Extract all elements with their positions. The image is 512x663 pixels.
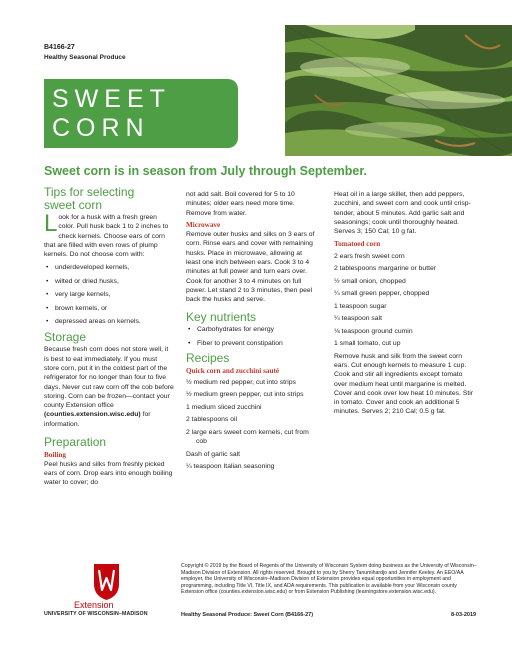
tips-intro (44, 210, 174, 259)
ingredient: 2 ears fresh sweet corn (334, 252, 405, 260)
storage-body-end: for information. (44, 411, 151, 428)
list-item: • underdeveloped kernels, (44, 263, 174, 272)
boiling-heading: Boiling (44, 450, 66, 459)
list-item: • wilted or dried husks, (44, 277, 174, 286)
ingredient: Dash of garlic salt (186, 450, 241, 458)
series-name: Healthy Seasonal Produce (44, 54, 126, 61)
page-title-line-2: CORN (52, 114, 150, 142)
publication-title: Healthy Seasonal Produce: Sweet Corn (B4166-27) (181, 612, 314, 618)
copyright-notice: Copyright © 2019 by the Board of Regents of the University of Wisconsin System doing business as the University of Wisconsin–Madison Division of Extension. All rights reserved. Brought to you by Sherry Tanumihardjo and Jennifer Keeley. An EEO/AA employer, the University of Wisconsin–Madison Division of Extension provides equal opportunities in employment and programming, including Title VI, Title IX, and ADA requirements. This publication is available from your Wisconsin county Extension office (counties.extension.wisc.edu) or from Extension Publishing (learningstore.extension.wisc.edu). (181, 563, 477, 595)
list-item: • Fiber to prevent constipation (186, 339, 316, 348)
county-extension-link[interactable]: (counties.extension.wisc.edu) (44, 411, 141, 419)
boiling-text-continued: not add salt. Boil covered for 5 to 10 minutes; older ears need more time. Remove from water. (186, 191, 295, 217)
boiling-text: Peel husks and silks from freshly picked ears of corn. Drop ears into enough boiling water to cover; do (44, 460, 173, 487)
ingredient: 1 teaspoon sugar (334, 302, 387, 310)
sweet-corn-photo (285, 25, 512, 156)
season-tagline: Sweet corn is in season from July through September. (44, 164, 367, 178)
ingredient: ½ small onion, chopped (334, 277, 406, 285)
recipe-2-title: Tomatoed corn (334, 240, 381, 249)
list-item: • Carbohydrates for energy (186, 325, 316, 334)
university-name: UNIVERSITY OF WISCONSIN–MADISON (44, 611, 148, 617)
recipe-2-directions: Remove husk and silk from the sweet corn ears. Cut enough kernels to measure 1 cup. Cook and stir all ingredients except tomato over medium heat until margarine is melted. Cover and cook over low heat 10 minutes. Stir in tomato. Cover and cook an additional 5 minutes. Serves 2; 210 Cal; 0.5 g fat. (334, 352, 474, 416)
ingredient: 2 tablespoons oil (186, 416, 238, 424)
uw-crest-icon (44, 562, 169, 602)
microwave-text: Remove outer husks and silks on 3 ears of corn. Rinse ears and cover with remaining husks. Place in microwave, allowing at least one inch between ears. Cook 3 to 4 minutes at full power and turn ears over. Cook for another 3 to 4 minutes on full power. Let stand 2 to 3 minutes, then peel back the husks and serve. (186, 231, 315, 304)
document-code: B4166-27 (44, 44, 75, 51)
ingredient: 2 large ears sweet corn kernels, cut from cob (186, 428, 309, 446)
tips-heading (44, 186, 174, 211)
extension-wordmark: Extension (74, 600, 114, 610)
tips-intro-text: ook for a husk with a fresh green color. Pull husk back 1 to 2 inches to check kernels. Choose ears of corn that are filled with even rows of plump kernels. Do not choose corn with: (44, 214, 169, 259)
storage-body: Because fresh corn does not store well, it is best to eat immediately. If you must store corn, put it in the coldest part of the refrigerator for no longer than four to five days. Never cut raw corn off the cob before storing. Corn can be frozen—contact your county Extension office (44, 346, 174, 410)
ingredient: ¼ small green pepper, chopped (334, 290, 430, 298)
publication-date: 8-03-2019 (451, 612, 477, 618)
preparation-heading: Preparation (44, 435, 107, 450)
storage-heading: Storage (44, 329, 87, 344)
ingredient: 1 small tomato, cut up (334, 340, 401, 348)
drop-cap: L (44, 210, 58, 237)
ingredient: ¼ teaspoon Italian seasoning (186, 463, 275, 471)
nutrients-heading: Key nutrients (186, 309, 257, 324)
ingredient: ¼ teaspoon salt (334, 315, 382, 323)
ingredient: 2 tablespoons margarine or butter (334, 265, 437, 273)
list-item: • depressed areas on kernels. (44, 317, 174, 326)
ingredient: ½ medium red pepper, cut into strips (186, 378, 296, 386)
nutrients-list (186, 325, 316, 348)
column-1 (44, 186, 174, 488)
recipes-heading: Recipes (186, 351, 230, 366)
storage-text (44, 345, 174, 429)
page-title-line-1: SWEET (52, 85, 171, 113)
column-2 (186, 190, 316, 475)
recipe-1-title: Quick corn and zucchini sauté (186, 366, 280, 375)
tips-heading-line-2: sweet corn (44, 197, 103, 212)
microwave-heading: Microwave (186, 220, 221, 229)
ingredient: 1 medium sliced zucchini (186, 403, 262, 411)
ingredient: ⅛ teaspoon ground cumin (334, 327, 413, 335)
ingredient: ½ medium green pepper, cut into strips (186, 391, 304, 399)
tips-heading-line-1: Tips for selecting (44, 185, 135, 199)
recipe-1-directions: Heat oil in a large skillet, then add peppers, zucchini, and sweet corn and cook until crisp-tender, about 5 minutes. Add garlic salt and seasonings; cook until thoroughly heated. Serves 3; 150 Cal; 10 g fat. (334, 191, 471, 236)
list-item: • very large kernels, (44, 290, 174, 299)
column-3 (334, 190, 474, 417)
tips-list (44, 263, 174, 326)
list-item: • brown kernels, or (44, 304, 174, 313)
